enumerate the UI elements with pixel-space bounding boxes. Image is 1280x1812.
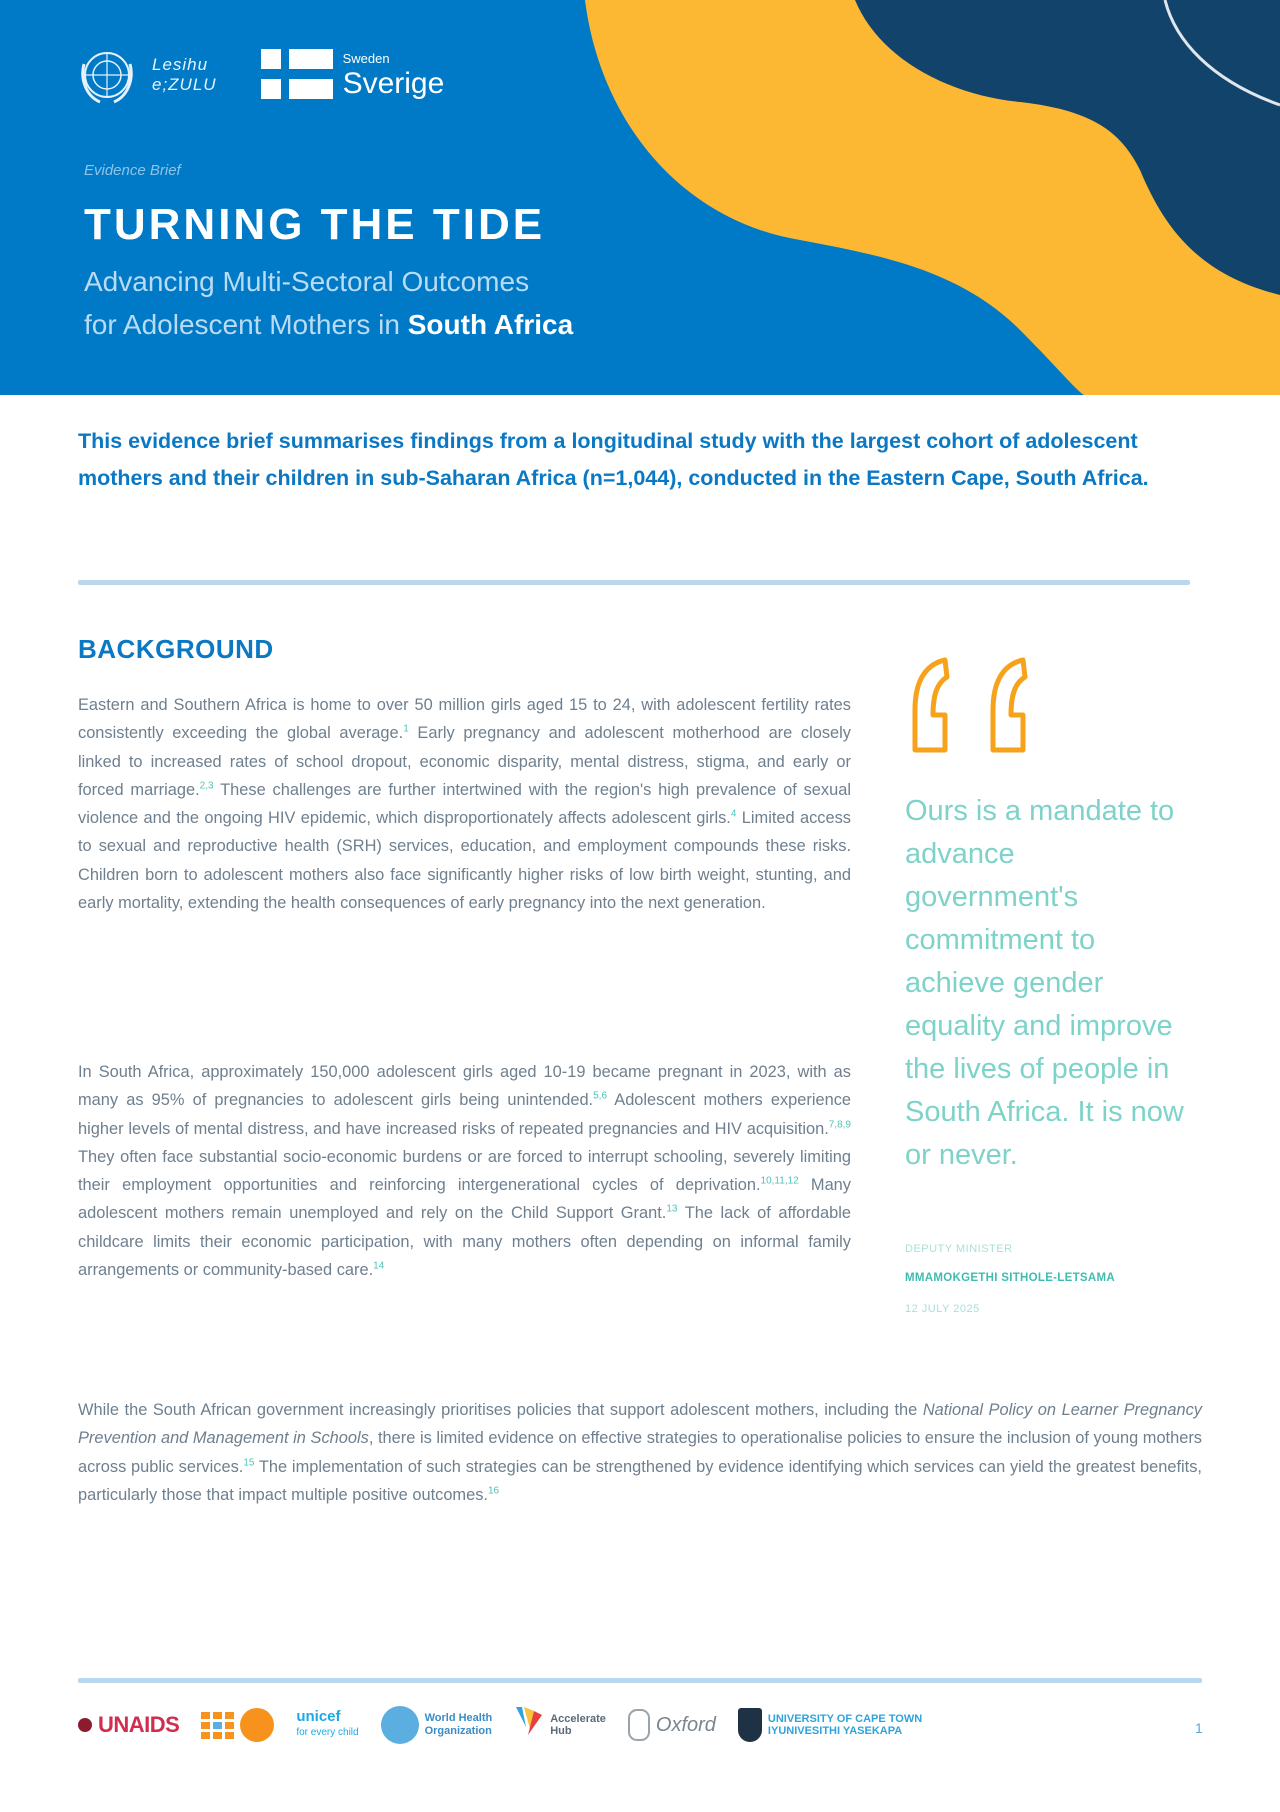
accelerate-v-icon <box>514 1705 544 1745</box>
pull-quote-text: Ours is a mandate to advance government's commitment to achieve gender equality and improve the lives of people in South Africa. It is now or never. <box>905 795 1184 1171</box>
unicef-logo <box>296 1709 358 1741</box>
text-run: Many adolescent mothers remain unemployed and rely on the Child Support Grant. <box>78 1176 851 1223</box>
text-run: In South Africa, approximately 150,000 adolescent girls aged 10-19 became pregnant in 2023, with as many as 95% of pregnancies to adolescent girls being unintended. <box>78 1063 851 1110</box>
uct-label-2: IYUNIVESITHI YASEKAPA <box>767 1725 903 1737</box>
unaids-ribbon-icon <box>78 1718 92 1732</box>
text-run: The implementation of such strategies can be strengthened by evidence identifying which services can yield the greatest benefits, particularly those that impact multiple positive outcomes. <box>78 1457 1202 1504</box>
sweden-logo <box>261 49 445 101</box>
accelerate-label-1: Accelerate <box>550 1713 606 1725</box>
uct-shield-icon <box>738 1708 762 1742</box>
who-label-2: Organization <box>424 1725 492 1737</box>
uct-logo <box>738 1708 922 1742</box>
policy-title: National Policy on Learner Pregnancy Prevention and Management in Schools <box>78 1401 1202 1448</box>
footnote-ref[interactable]: 1 <box>403 723 409 735</box>
accelerate-hub-logo <box>514 1705 606 1745</box>
oxford-logo <box>628 1709 716 1741</box>
oxford-crest-icon <box>628 1709 650 1741</box>
background-paragraph-1 <box>78 691 851 917</box>
quote-attribution-role: DEPUTY MINISTER <box>905 1243 1013 1255</box>
text-run: Eastern and Southern Africa is home to over 50 million girls aged 15 to 24, with adolescent fertility rates consistently exceeding the global average. <box>78 696 851 743</box>
sweden-big-text: Sverige <box>342 66 445 100</box>
text-run: While the South African government increasingly prioritises policies that support adolescent mothers, including the <box>78 1401 923 1419</box>
un-script-text <box>152 55 217 95</box>
divider-top <box>78 580 1190 585</box>
background-paragraph-2 <box>78 1058 851 1284</box>
partner-logos-footer <box>78 1700 922 1750</box>
unicef-tagline: for every child <box>296 1727 359 1738</box>
background-paragraph-3 <box>78 1396 1202 1509</box>
footnote-ref[interactable]: 2,3 <box>199 780 214 792</box>
intro-summary: This evidence brief summarises findings from a longitudinal study with the largest cohort of adolescent mothers and their children in sub-Saharan Africa (n=1,044), conducted in the Eastern Cape, South Africa. <box>78 429 1149 490</box>
footnote-ref[interactable]: 16 <box>487 1485 500 1497</box>
text-run: They often face substantial socio-economic burdens or are forced to interrupt schooling, severely limiting their employment opportunities and reinforcing intergenerational cycles of deprivation. <box>78 1147 851 1195</box>
text-run: , there is limited evidence on effective strategies to operationalise policies to ensure the inclusion of young mothers across public services. <box>78 1429 1203 1476</box>
page-title: TURNING THE TIDE <box>84 200 546 249</box>
subtitle-line-2: for Adolescent Mothers in <box>84 309 408 340</box>
partner-logos-top <box>76 44 444 106</box>
un-emblem-icon <box>76 44 138 106</box>
footnote-ref[interactable]: 4 <box>730 808 737 820</box>
cover-header <box>0 0 1280 395</box>
unfpa-grid-icon <box>201 1712 234 1739</box>
text-run: Early pregnancy and adolescent motherhood are closely linked to increased rates of school dropout, economic disparity, mental distress, stigma, and early or forced marriage. <box>78 724 851 799</box>
sweden-flag-icon <box>261 49 333 101</box>
divider-footer <box>78 1678 1202 1683</box>
quote-mark-icon <box>905 655 1040 760</box>
section-heading-background: BACKGROUND <box>78 634 274 664</box>
quote-attribution-date: 12 JULY 2025 <box>905 1303 980 1315</box>
quote-attribution-name: MMAMOKGETHI SITHOLE-LETSAMA <box>905 1272 1115 1284</box>
who-globe-icon <box>381 1706 419 1744</box>
text-run: These challenges are further intertwined with the region's high prevalence of sexual violence and the ongoing HIV epidemic, which disproportionately affects adolescent girls. <box>78 780 851 828</box>
footnote-ref[interactable]: 10,11,12 <box>760 1175 799 1187</box>
text-run: Limited access to sexual and reproductive health (SRH) services, education, and employment compounds these risks. Children born to adolescent mothers also face significantly higher risks of low birth weight, stunting, and early mortality, extending the health consequences of early pregnancy into the next generation. <box>78 809 851 913</box>
footnote-ref[interactable]: 14 <box>373 1260 385 1272</box>
unaids-logo <box>78 1712 179 1738</box>
footnote-ref[interactable]: 15 <box>243 1457 255 1469</box>
page-subtitle <box>84 260 573 346</box>
text-run: Adolescent mothers experience higher levels of mental distress, and have increased risks of repeated pregnancies and HIV acquisition. <box>78 1091 852 1138</box>
unfpa-circle-icon <box>240 1708 274 1742</box>
unicef-label: unicef <box>296 1708 341 1725</box>
footnote-ref[interactable]: 5,6 <box>593 1090 608 1102</box>
text-run: The lack of affordable childcare limits their economic participation, with many mothers often depending on informal family arrangements or community-based care. <box>78 1204 851 1280</box>
unaids-label: UNAIDS <box>98 1712 180 1737</box>
sweden-small-text: Sweden <box>342 50 390 66</box>
oxford-label: Oxford <box>655 1713 716 1736</box>
uct-label-1: UNIVERSITY OF CAPE TOWN <box>767 1713 923 1725</box>
sweden-wordmark <box>343 52 445 99</box>
subtitle-line-1: Advancing Multi-Sectoral Outcomes <box>84 266 530 297</box>
subtitle-country: South Africa <box>407 309 574 340</box>
un-logo <box>76 44 217 106</box>
page-number: 1 <box>1195 1720 1203 1736</box>
accelerate-label-2: Hub <box>550 1725 572 1737</box>
footnote-ref[interactable]: 13 <box>666 1204 678 1216</box>
un-script-line-1: Lesihu <box>152 55 209 74</box>
who-logo <box>381 1706 493 1744</box>
unfpa-logo <box>201 1708 274 1742</box>
who-label-1: World Health <box>424 1712 493 1724</box>
document-type-label: Evidence Brief <box>84 162 181 179</box>
footnote-ref[interactable]: 7,8,9 <box>828 1119 851 1131</box>
un-script-line-2: e;ZULU <box>152 75 217 94</box>
